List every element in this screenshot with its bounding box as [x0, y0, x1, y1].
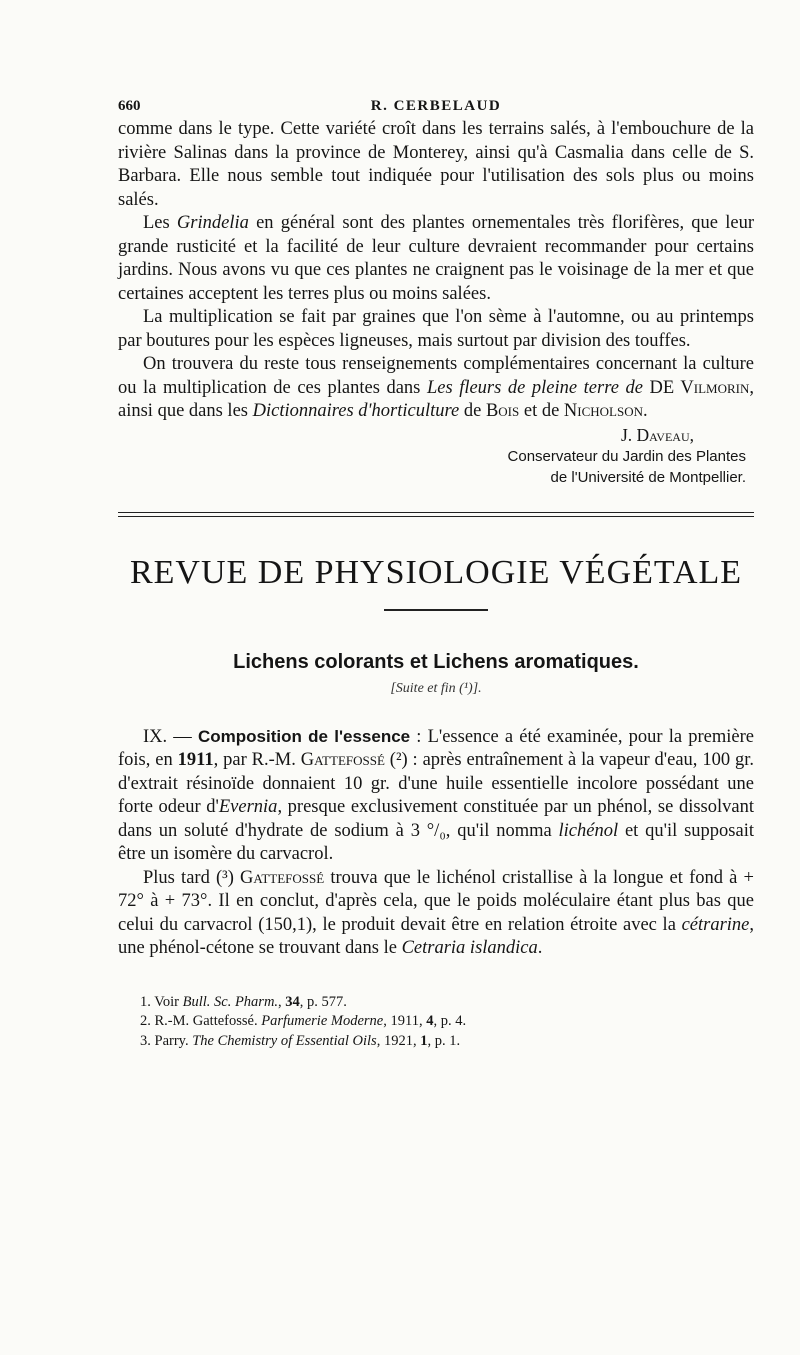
footnotes [140, 993, 754, 1052]
paragraph: Les Grindelia en général sont des plantes ornementales très florifères, que leur grande rusticité et la facilité de leur culture devraient recommander pour certains jardins. Nous avons vu que ces plantes ne craignent pas le voisinage de la mer et que certaines acceptent les terres plus ou moins salées. [118, 213, 754, 304]
paragraph: IX. — Composition de l'essence : L'essence a été examinée, pour la première fois, en 1911, par R.-M. Gattefossé (²) : après entraînement à la vapeur d'eau, 100 gr. d'extrait résinoïde donnaient 10 gr. d'une huile essentielle incolore possédant une forte odeur d'Evernia, presque exclusivement constituée par un phénol, se dissolvant dans un soluté d'hydrate de sodium à 3 °/₀, qu'il nomma lichénol et qu'il supposait être un isomère du carvacrol. [118, 726, 755, 864]
section-title: REVUE DE PHYSIOLOGIE VÉGÉTALE [129, 553, 743, 591]
page-number: 660 [118, 98, 141, 114]
article-title: Lichens colorants et Lichens aromatiques. [233, 650, 639, 673]
article-continuation-note: [Suite et fin (¹)]. [390, 680, 482, 696]
paragraph: comme dans le type. Cette variété croît dans les terrains salés, à l'embouchure de la rivière Salinas dans la province de Monterey, ainsi qu'à Casmalia dans celle de S. Barbara. Elle nous semble tout indiquée pour l'utilisation des sols plus ou moins salés. [118, 119, 754, 210]
paragraph: La multiplication se fait par graines que l'on sème à l'automne, ou au printemps par boutures pour les espèces ligneuses, mais surtout par division des touffes. [118, 307, 754, 351]
signature-affiliation: de l'Université de Montpellier. [550, 468, 746, 486]
signature-name: J. Daveau, [620, 424, 694, 445]
page [118, 90, 754, 1051]
running-header [118, 90, 754, 118]
daveau-article-end [118, 118, 754, 488]
section-divider [118, 512, 754, 517]
lichens-article [118, 725, 754, 961]
footnote: 2. R.-M. Gattefossé. Parfumerie Moderne, 1911, 4, p. 4. [140, 1013, 467, 1029]
paragraph: Plus tard (³) Gattefossé trouva que le lichénol cristallise à la longue et fond à + 72° à + 73°. Il en conclut, d'après cela, que le poids moléculaire étant plus bas que celui du carvacrol (150,1), le produit devait être en relation étroite avec la cétrarine, une phénol-cétone se trouvant dans le Cetraria islandica. [118, 867, 754, 958]
footnote: 3. Parry. The Chemistry of Essential Oils, 1921, 1, p. 1. [140, 1032, 461, 1049]
signature-affiliation: Conservateur du Jardin des Plantes [507, 447, 746, 465]
running-head-author: R. CERBELAUD [370, 98, 502, 114]
footnote: 1. Voir Bull. Sc. Pharm., 34, p. 577. [140, 993, 347, 1010]
title-underline [384, 609, 488, 611]
signature [118, 424, 746, 488]
paragraph: On trouvera du reste tous renseignements complémentaires concernant la culture ou la multiplication de ces plantes dans Les fleurs de pleine terre de DE Vilmorin, ainsi que dans les Dictionnaires d'horticulture de Bois et de Nicholson. [118, 354, 755, 421]
